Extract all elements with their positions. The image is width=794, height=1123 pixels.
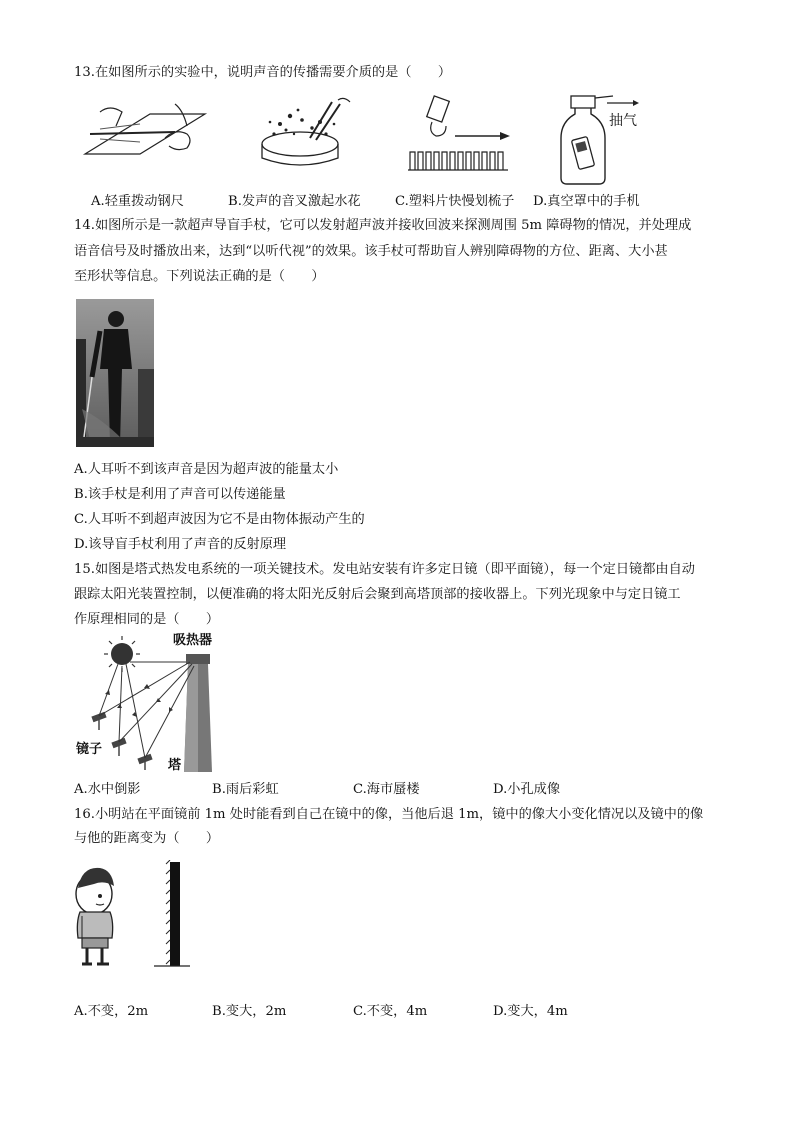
q13-figure-pump-label: 抽气 xyxy=(609,113,637,129)
q15-stem-line-3: 作原理相同的是（ ） xyxy=(74,612,220,627)
q14-stem-line-1: 14.如图所示是一款超声导盲手杖，它可以发射超声波并接收回波来探测周围 5m 障碍物的情况，并处理成 xyxy=(74,218,692,233)
q14-stem-line-3: 至形状等信息。下列说法正确的是（ ） xyxy=(74,269,325,284)
q15-option-c: C.海市蜃楼 xyxy=(353,782,420,797)
q16-stem-line-1: 16.小明站在平面镜前 1m 处时能看到自己在镜中的像，当他后退 1m，镜中的像大小变化情况以及镜中的像 xyxy=(74,807,704,822)
q14-option-d: D.该导盲手杖利用了声音的反射原理 xyxy=(74,537,287,552)
q13-figure-a-steel-ruler xyxy=(80,94,210,174)
q16-stem-line-2: 与他的距离变为（ ） xyxy=(74,831,220,846)
q15-option-b: B.雨后彩虹 xyxy=(212,782,279,797)
q16-option-c: C.不变，4m xyxy=(353,1004,428,1019)
q16-option-d: D.变大，4m xyxy=(493,1004,568,1019)
q15-label-mirror: 镜子 xyxy=(76,742,103,757)
q15-option-d: D.小孔成像 xyxy=(493,782,561,797)
q13-option-b: B.发声的音叉激起水花 xyxy=(228,194,361,209)
q15-option-a: A.水中倒影 xyxy=(74,782,141,797)
q13-figure-b-tuning-fork xyxy=(250,94,360,174)
q16-option-b: B.变大，2m xyxy=(212,1004,287,1019)
q13-option-d: D.真空罩中的手机 xyxy=(533,194,640,209)
q14-stem-line-2: 语音信号及时播放出来，达到“以听代视”的效果。该手杖可帮助盲人辨别障碍物的方位、距离、大小甚 xyxy=(74,244,668,259)
q15-label-tower: 塔 xyxy=(168,758,182,773)
q13-stem: 13.在如图所示的实验中，说明声音的传播需要介质的是（ ） xyxy=(74,65,452,80)
q15-stem-line-2: 跟踪太阳光装置控制，以便准确的将太阳光反射后会聚到高塔顶部的接收器上。下列光现象中与定日镜工 xyxy=(74,587,681,602)
q14-option-a: A.人耳听不到该声音是因为超声波的能量太小 xyxy=(74,462,339,477)
q13-option-c: C.塑料片快慢划梳子 xyxy=(395,194,515,209)
q13-option-a: A.轻重拨动钢尺 xyxy=(91,194,184,209)
q15-stem-line-1: 15.如图是塔式热发电系统的一项关键技术。发电站安装有许多定日镜（即平面镜），每一个定日镜都由自动 xyxy=(74,562,695,577)
q16-figure-boy-mirror xyxy=(70,860,195,982)
q14-photo-blind-cane xyxy=(76,299,154,447)
q14-option-b: B.该手杖是利用了声音可以传递能量 xyxy=(74,487,286,502)
q16-option-a: A.不变，2m xyxy=(74,1004,149,1019)
q13-pump-arrow-icon xyxy=(605,98,639,108)
q13-figure-c-comb xyxy=(400,92,520,174)
q15-label-absorber: 吸热器 xyxy=(173,633,213,648)
q14-option-c: C.人耳听不到超声波因为它不是由物体振动产生的 xyxy=(74,512,365,527)
